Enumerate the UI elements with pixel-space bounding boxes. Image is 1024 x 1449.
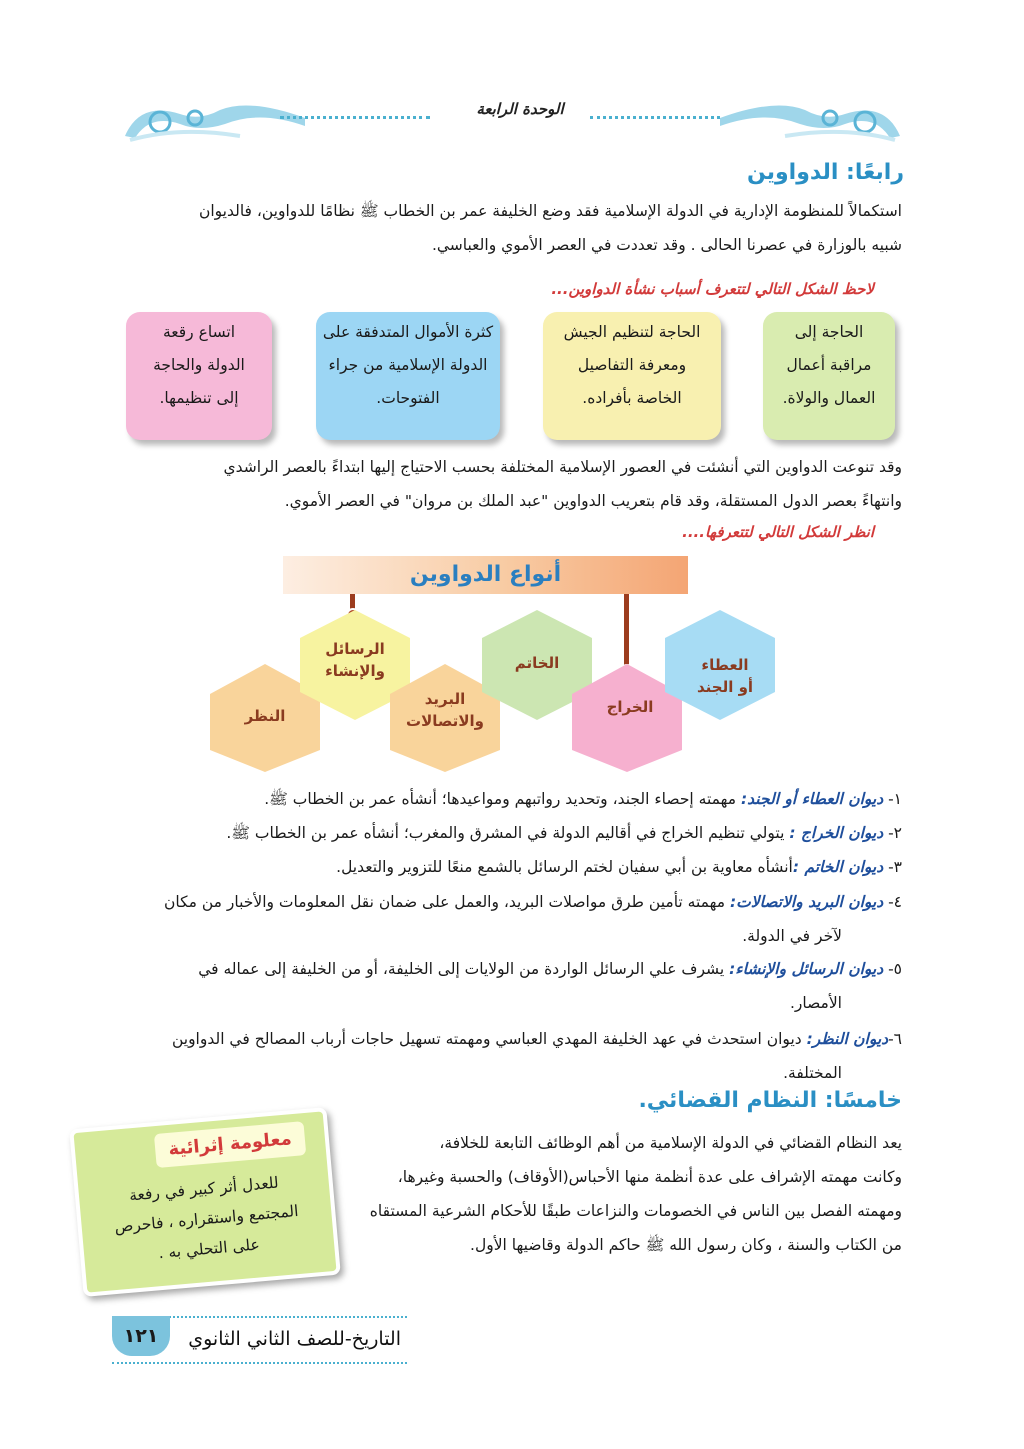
reason-card-3-line-2: الدولة الإسلامية من جراء	[328, 356, 488, 374]
judicial-line-1: يعد النظام القضائي في الدولة الإسلامية من أهم الوظائف التابعة للخلافة،	[439, 1134, 902, 1152]
diwan-item-1-name: ديوان العطاء أو الجند:	[740, 790, 884, 808]
reason-card-2-line-3: الخاصة بأفراده.	[582, 389, 682, 407]
hex-label-rasail-line-1: الرسائل	[325, 640, 385, 658]
diwan-item-4-cont: لآخر في الدولة.	[742, 927, 842, 945]
intro-line-1: استكمالاً للمنظومة الإدارية في الدولة الإسلامية فقد وضع الخليفة عمر بن الخطاب ﷺ نظامًا للدواوين، فالديوان	[198, 202, 902, 220]
hex-label-khatam-line-1: الخاتم	[514, 654, 560, 672]
development-paragraph	[118, 450, 902, 518]
diwan-item-2-name: ديوان الخراج :	[789, 824, 884, 842]
reason-card-2	[543, 312, 721, 440]
hex-label-barid-line-2: والاتصالات	[406, 712, 484, 730]
diwan-types-banner: أنواع الدواوين	[283, 556, 688, 594]
diwan-item-2-num: ٢-	[883, 824, 902, 842]
hex-label-kharaj-line-1: الخراج	[606, 698, 654, 716]
reason-card-3-line-1: كثرة الأموال المتدفقة على	[322, 323, 494, 341]
hex-label-kharaj	[585, 696, 675, 718]
reason-card-4	[126, 312, 272, 440]
judicial-line-4: من الكتاب والسنة ، وكان رسول الله ﷺ حاكم الدولة وقاضيها الأول.	[470, 1236, 902, 1254]
header-ornament-left	[120, 96, 310, 146]
reason-card-2-line-2: ومعرفة التفاصيل	[577, 356, 687, 374]
diwan-item-6-num: ٦-	[888, 1030, 902, 1048]
diwan-item-4	[118, 885, 902, 953]
hex-label-ata-line-2: أو الجند	[696, 678, 754, 696]
section-title-diwans: رابعًا: الدواوين	[746, 160, 904, 185]
judicial-line-3: ومهمته الفصل بين الناس في الخصومات والنزاعات طبقًا للأحكام الشرعية المستقاه	[369, 1202, 902, 1220]
reason-card-4-line-3: إلى تنظيمها.	[159, 389, 239, 407]
judicial-paragraph	[342, 1126, 902, 1262]
reason-card-1	[763, 312, 895, 440]
diwan-item-6-text: ديوان استحدث في عهد الخليفة المهدي العباسي ومهمته تسهيل حاجات أرباب المصالح في الدواوين	[171, 1030, 807, 1048]
observe-heading: لاحظ الشكل التالي لتتعرف أسباب نشأة الدواوين...	[551, 280, 874, 298]
diwan-item-5-num: ٥-	[883, 960, 902, 978]
enrichment-info-line-3: على التحلي به .	[157, 1235, 261, 1263]
footer-dots-bottom	[112, 1362, 407, 1364]
diwan-item-6-cont: المختلفة.	[783, 1064, 842, 1082]
enrichment-info-line-2: المجتمع واستقراره ، فاحرص	[113, 1201, 300, 1236]
diwan-item-3-name: ديوان الخاتم :	[792, 858, 884, 876]
hex-label-nazar	[220, 705, 310, 727]
diwan-item-5-cont: الأمصار.	[789, 994, 842, 1012]
reason-card-2-line-1: الحاجة لتنظيم الجيش	[563, 323, 701, 341]
diwan-item-2	[118, 816, 902, 850]
development-line-2: وانتهاءً بعصر الدول المستقلة، وقد قام بتعريب الدواوين "عبد الملك بن مروان" في العصر الأموي.	[284, 492, 902, 510]
diwan-item-6-name: ديوان النظر:	[806, 1030, 889, 1048]
diwan-item-3-text: أنشأه معاوية بن أبي سفيان لختم الرسائل بالشمع منعًا للتزوير والتعديل.	[336, 858, 793, 876]
reason-card-4-line-1: اتساع رقعة	[162, 323, 236, 341]
diwan-item-1	[118, 782, 902, 816]
hex-label-barid-line-1: البريد	[424, 690, 466, 708]
section-title-judicial: خامسًا: النظام القضائي.	[638, 1088, 902, 1113]
reason-card-3-line-3: الفتوحات.	[376, 389, 440, 407]
enrichment-info-text	[92, 1164, 321, 1273]
diwan-item-1-num: ١-	[883, 790, 902, 808]
intro-paragraph	[118, 194, 902, 262]
diwan-item-2-text: يتولي تنظيم الخراج في أقاليم الدولة في المشرق والمغرب؛ أنشأه عمر بن الخطاب ﷺ.	[226, 824, 790, 842]
judicial-line-2: وكانت مهمته الإشراف على عدة أنظمة منها الأحباس(الأوقاف) والحسبة وغيرها،	[397, 1168, 902, 1186]
development-line-1: وقد تنوعت الدواوين التي أنشئت في العصور الإسلامية المختلفة بحسب الاحتياج إليها ابتداءً بالعصر الراشدي	[223, 458, 902, 476]
reason-card-1-line-3: العمال والولاة.	[782, 389, 876, 407]
diwan-item-1-text: مهمته إحصاء الجند، وتحديد رواتبهم ومواعيدها؛ أنشأه عمر بن الخطاب ﷺ.	[264, 790, 741, 808]
reason-card-1-line-2: مراقبة أعمال	[786, 356, 872, 374]
diwan-item-4-name: ديوان البريد والاتصالات:	[729, 893, 884, 911]
enrichment-info-line-1: للعدل أثر كبير في رفعة	[128, 1173, 280, 1205]
diwan-item-3-num: ٣-	[883, 858, 902, 876]
diwan-item-5	[118, 952, 902, 1020]
intro-line-2: شبيه بالوزارة في عصرنا الحالى . وقد تعددت في العصر الأموي والعباسي.	[431, 236, 902, 254]
hex-label-ata	[680, 654, 770, 698]
hex-label-nazar-line-1: النظر	[244, 707, 286, 725]
diwan-item-4-num: ٤-	[883, 893, 902, 911]
diwan-item-6	[118, 1022, 902, 1090]
enrichment-info-box	[69, 1107, 341, 1297]
diwan-item-5-text: يشرف علي الرسائل الواردة من الولايات إلى الخليفة، أو من الخليفة إلى عماله في	[198, 960, 730, 978]
diwan-item-4-text: مهمته تأمين طرق مواصلات البريد، والعمل على ضمان نقل المعلومات والأخبار من مكان	[163, 893, 730, 911]
hex-label-ata-line-1: العطاء	[701, 656, 749, 674]
unit-title: الوحدة الرابعة	[476, 100, 564, 118]
hex-label-khatam	[492, 652, 582, 674]
hex-label-rasail	[310, 638, 400, 682]
reason-card-1-line-1: الحاجة إلى	[794, 323, 864, 341]
book-title: التاريخ-للصف الثاني الثانوي	[188, 1328, 401, 1350]
reason-card-3	[316, 312, 500, 440]
page-number: ١٢١	[112, 1316, 170, 1356]
header-ornament-right	[715, 96, 905, 146]
hex-label-barid	[390, 688, 500, 732]
look-heading: انظر الشكل التالي لتتعرفها....	[682, 523, 874, 541]
diwan-item-5-name: ديوان الرسائل والإنشاء:	[729, 960, 884, 978]
enrichment-info-title: معلومة إثرائية	[154, 1121, 306, 1168]
diwan-item-3	[118, 850, 902, 884]
hex-label-rasail-line-2: والإنشاء	[325, 662, 385, 680]
reason-card-4-line-2: الدولة والحاجة	[153, 356, 245, 374]
